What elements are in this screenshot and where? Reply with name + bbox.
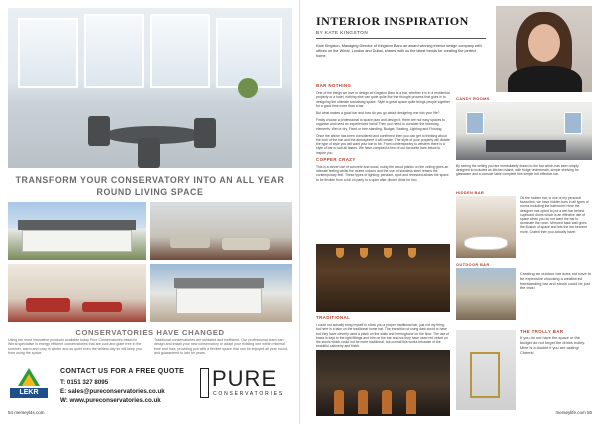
- section-candy-rooms: CANDY ROOMS: [456, 96, 490, 101]
- contact-heading: CONTACT US FOR A FREE QUOTE: [60, 368, 185, 375]
- page-folio-left: 54 merseyl4s.com: [8, 410, 45, 415]
- section-traditional: TRADITIONAL: [316, 315, 351, 320]
- pure-subtitle: CONSERVATORIES: [213, 391, 284, 397]
- photo-red-sofa-room: [8, 264, 146, 322]
- section-trolley-bar: THE TROLLY BAR: [520, 329, 564, 334]
- intro-text: Kate Kingston, Managing Director of Kingston Baru an award winning interior design company with offices on the Wirral, London and Dubai, shares with us the latest trends for creating the perfect home.: [316, 44, 482, 58]
- contact-web[interactable]: W: www.pureconservatories.co.uk: [60, 397, 161, 404]
- title-rule: [316, 38, 486, 39]
- section-hidden-bar: HIDDEN BAR: [456, 190, 485, 195]
- photo-copper-bar: [316, 244, 450, 312]
- trolley-text: If you do not have the space or the budget do not forget the drinks trolley. Mine is a double if you are asking! Cheers!: [520, 335, 586, 355]
- photo-outdoor-bar: [456, 268, 516, 320]
- section-outdoor-bar: OUTDOOR BAR: [456, 262, 490, 267]
- photo-kitchen-bar: [456, 102, 592, 160]
- photo-house-exterior: [8, 202, 146, 260]
- photo-hidden-bar: [456, 196, 516, 258]
- contact-phone[interactable]: T: 0151 327 8095: [60, 379, 109, 386]
- conservatory-hero-photo: [8, 8, 292, 168]
- paragraph: This is a clever use of concrete and wood, using the wood planks on the ceiling gives an intimate feeling whilst the muted colours and the use of stainless steel retains the contemporary feel. These types of lighting: pendant, spot and recessed allows the space to be flexible from a full on party to a quiet after dinner drink for two.: [316, 165, 449, 182]
- body-text: [8, 338, 292, 356]
- paragraph: One of the things we love to design at Kingston Baru is a bar, whether it is in a residential property or a hotel, nothing else can quite quite like the thought process that goes in to designing the ultimate socialising space. Style is great space quite brings people together for a good time more than a bar.: [316, 91, 451, 108]
- page-folio-right: merseylife.com 55: [555, 410, 592, 415]
- trolley-block: [520, 330, 592, 355]
- photo-living-room: [150, 202, 292, 260]
- body-right: Traditional conservatories are outdated and inefficient. Our professional team can design and install your new conservatory or adapt your existing one within minimal time and fuss, providing you with a flexible space that can be enjoyed all year round, and guaranteed to last for years.: [154, 338, 289, 356]
- pure-logo-icon: [200, 368, 292, 400]
- contact-block: [60, 368, 196, 405]
- paragraph: Firstly choose a professional to space plan and design it, there are not easy spaces to organise and need an experienced hand! Then you need to consider the following elements: Wet or dry, Fixed or free-standing, Budget, Seating, Lighting and Flooring.: [316, 118, 445, 131]
- photo-traditional-bar: [316, 350, 450, 416]
- traditional-column: [316, 314, 450, 351]
- photo-trolley-bar: [456, 330, 516, 410]
- photo-conservatory-exterior: [150, 264, 292, 322]
- outdoor-text: Creating an outdoor bar does not have to be expensive choosing a weathered freestanding bar and stools could be just the trick!: [520, 271, 591, 291]
- lekr-logo-icon: [10, 366, 48, 400]
- photo-grid: [8, 202, 292, 322]
- paragraph: But what makes a good bar and how do you go about designing one into your life?: [316, 111, 440, 116]
- candy-text: By seeing the ceiling you are immediately drawn to the bar which has been simply designed to included an kitchen island, with fridge underneath, simple shelving for glassware and a console table complete this simple but effective bar.: [456, 164, 579, 177]
- pure-wordmark: PURE: [212, 366, 278, 391]
- subhead: CONSERVATORIES HAVE CHANGED: [75, 328, 225, 337]
- author-portrait: [496, 6, 592, 92]
- body-left: Using the most innovative products available today Pure Conservatories based in Wirral specialise in energy efficient conservatories that are cool and glare free in the summer, warm and cosy in winter and as quiet even the wildest day so will keep you from using the space.: [8, 338, 142, 356]
- byline: BY KATE KINGSTON: [316, 30, 369, 35]
- hidden-text: Ok the hidden bar, is one of my personal favourites, we have hidden bars in all types of rooms including the bathroom! Here the designer has opted to put a wet bar behind cupboard doors which is an effective use of space when you do not want the bar to dominate the room. Mirrored back wall gives the illusion of space and lets the bar become more. Crated then you actually have!: [520, 196, 589, 234]
- section-bar-nothing: BAR NOTHING: [316, 83, 352, 88]
- main-column: [316, 82, 450, 185]
- paragraph: I could not actually bring myself to show you a proper traditional bar, just not my thing, but here is a take on the traditional home bar. The transition of using dark wood to have but they have cleverly used a plank on the walls and herringbone on the floor. The use of brass is kept to the light fittings and trim on the bar and six they have used red velvet on the stools which could not be more traditional, but overall this works because of the beautiful cabinetry and finish.: [316, 323, 450, 349]
- contact-email[interactable]: E: sales@pureconservatories.co.uk: [60, 388, 165, 395]
- headline: TRANSFORM YOUR CONSERVATORY INTO AN ALL YEAR ROUND LIVING SPACE: [15, 175, 285, 197]
- lekr-wordmark: LEKR: [10, 388, 48, 398]
- section-copper-crazy: COPPER CRAZY: [316, 156, 356, 162]
- article-title: INTERIOR INSPIRATION: [316, 14, 469, 28]
- right-page: [300, 0, 600, 424]
- paragraph: Once the above has been considered and confirmed then you can get to thinking about the look of the bar and the atmosphere it will create. The style of your property will dictate the type of style you will want your bar to be. From contemporary to western there is a style of bar to suit all tastes. We have compiled a few of our favourite bars below to inspire you.: [316, 133, 450, 155]
